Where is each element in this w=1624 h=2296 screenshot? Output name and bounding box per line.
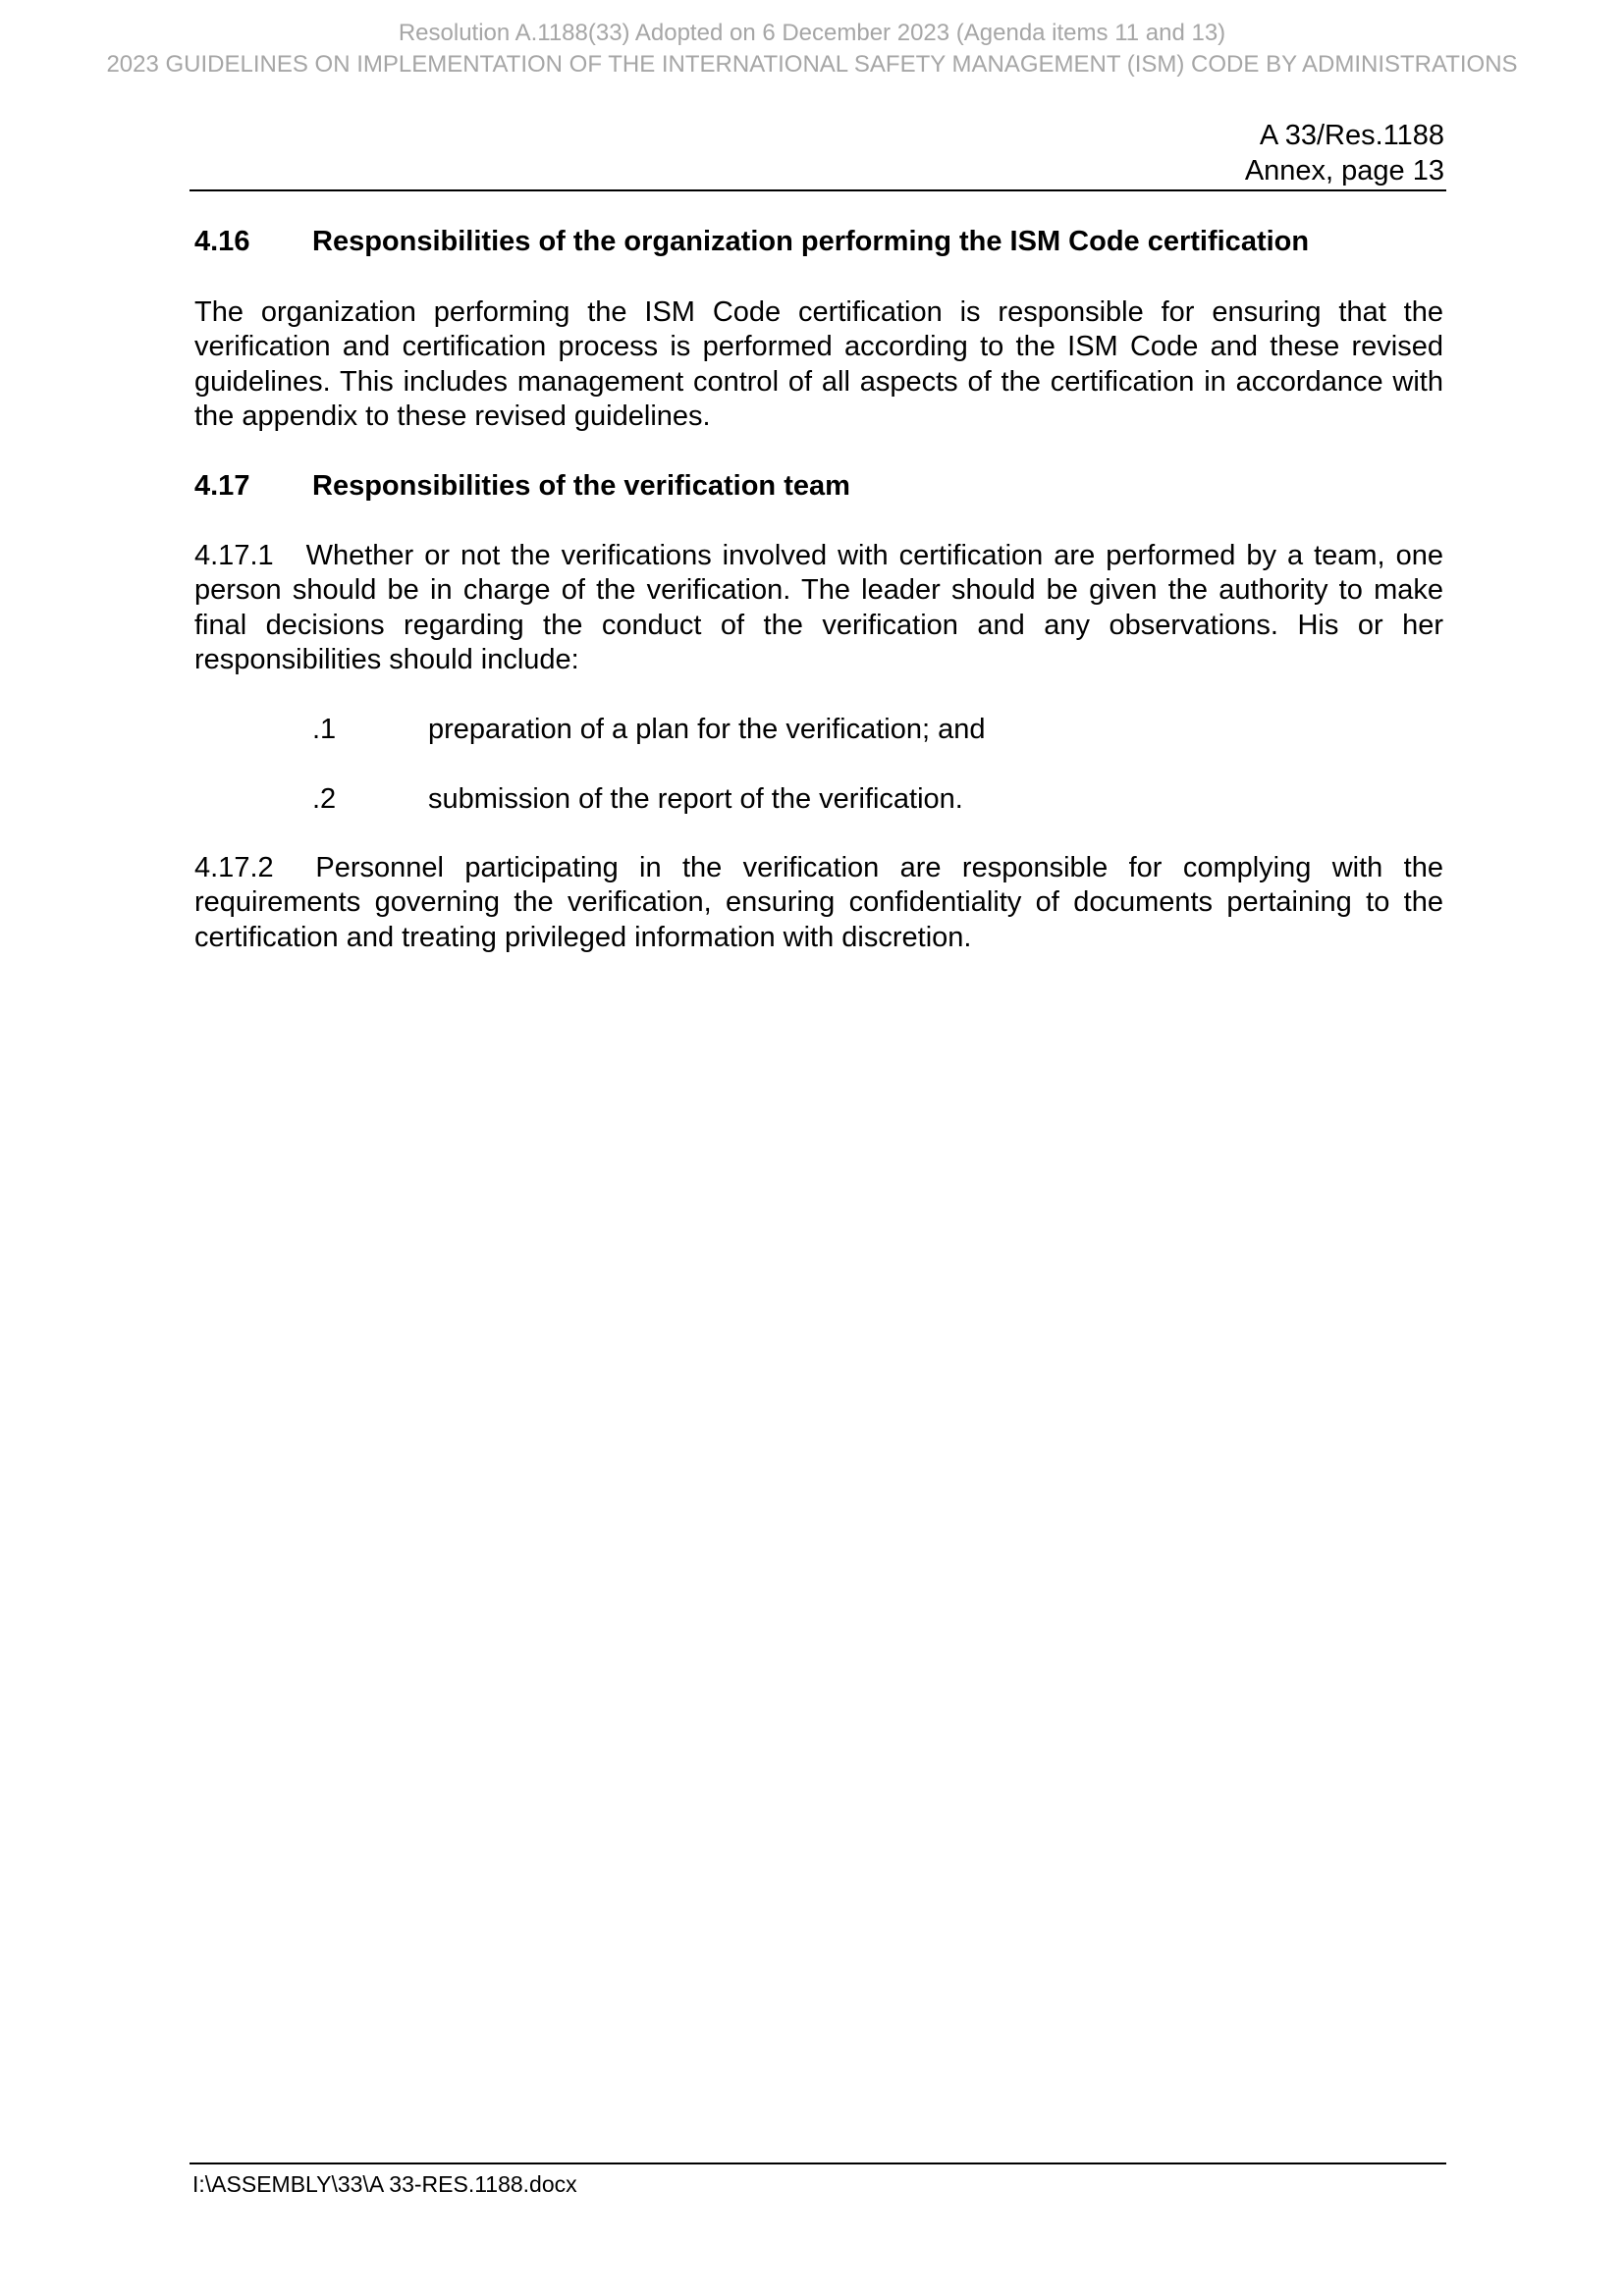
section-4-16-paragraph: The organization performing the ISM Code certification is responsible for ensuring that the verification and certification process is performed according to the ISM Code and these revised guidelines. This includes management control of all aspects of the certification in accordance with the appendix to these revised guidelines. xyxy=(194,296,1443,432)
list-item-number: .2 xyxy=(312,783,337,815)
list-item-text: preparation of a plan for the verification; and xyxy=(428,714,986,745)
section-number: 4.16 xyxy=(194,226,250,257)
list-item-text: submission of the report of the verification. xyxy=(428,783,963,815)
page-header xyxy=(1245,118,1444,188)
paragraph-text: Personnel participating in the verification are responsible for complying with the requirements governing the verification, ensuring confidentiality of documents pertaining to the certification and treating privileged information with discretion. xyxy=(194,852,1443,953)
list-item xyxy=(312,781,963,817)
footer-rule xyxy=(189,2163,1446,2164)
paragraph-number: 4.17.2 xyxy=(194,852,274,883)
section-title: Responsibilities of the verification team xyxy=(312,470,850,502)
header-rule xyxy=(189,189,1446,191)
paragraph-text: Whether or not the verifications involved with certification are performed by a team, one person should be in charge of the verification. The leader should be given the authority to make final decisions regarding the conduct of the verification and any observations. His or her responsibilities should include: xyxy=(194,540,1443,675)
section-heading-4-17 xyxy=(194,468,850,504)
section-number: 4.17 xyxy=(194,470,250,502)
document-reference: A 33/Res.1188 xyxy=(1259,120,1444,151)
paragraph-4-17-1 xyxy=(194,539,1443,677)
list-item-number: .1 xyxy=(312,714,337,745)
page-reference: Annex, page 13 xyxy=(1244,155,1444,187)
watermark-line-1: Resolution A.1188(33) Adopted on 6 December 2023 (Agenda items 11 and 13) xyxy=(398,20,1226,46)
paragraph-number: 4.17.1 xyxy=(194,540,274,571)
section-title: Responsibilities of the organization performing the ISM Code certification xyxy=(312,226,1310,257)
list-item xyxy=(312,712,985,747)
section-heading-4-16 xyxy=(194,224,1309,259)
watermark-line-2: 2023 GUIDELINES ON IMPLEMENTATION OF THE INTERNATIONAL SAFETY MANAGEMENT (ISM) CODE BY ADMINISTRATIONS xyxy=(106,51,1518,78)
footer-file-path: I:\ASSEMBLY\33\A 33-RES.1188.docx xyxy=(192,2171,577,2197)
paragraph-4-17-2 xyxy=(194,851,1443,955)
